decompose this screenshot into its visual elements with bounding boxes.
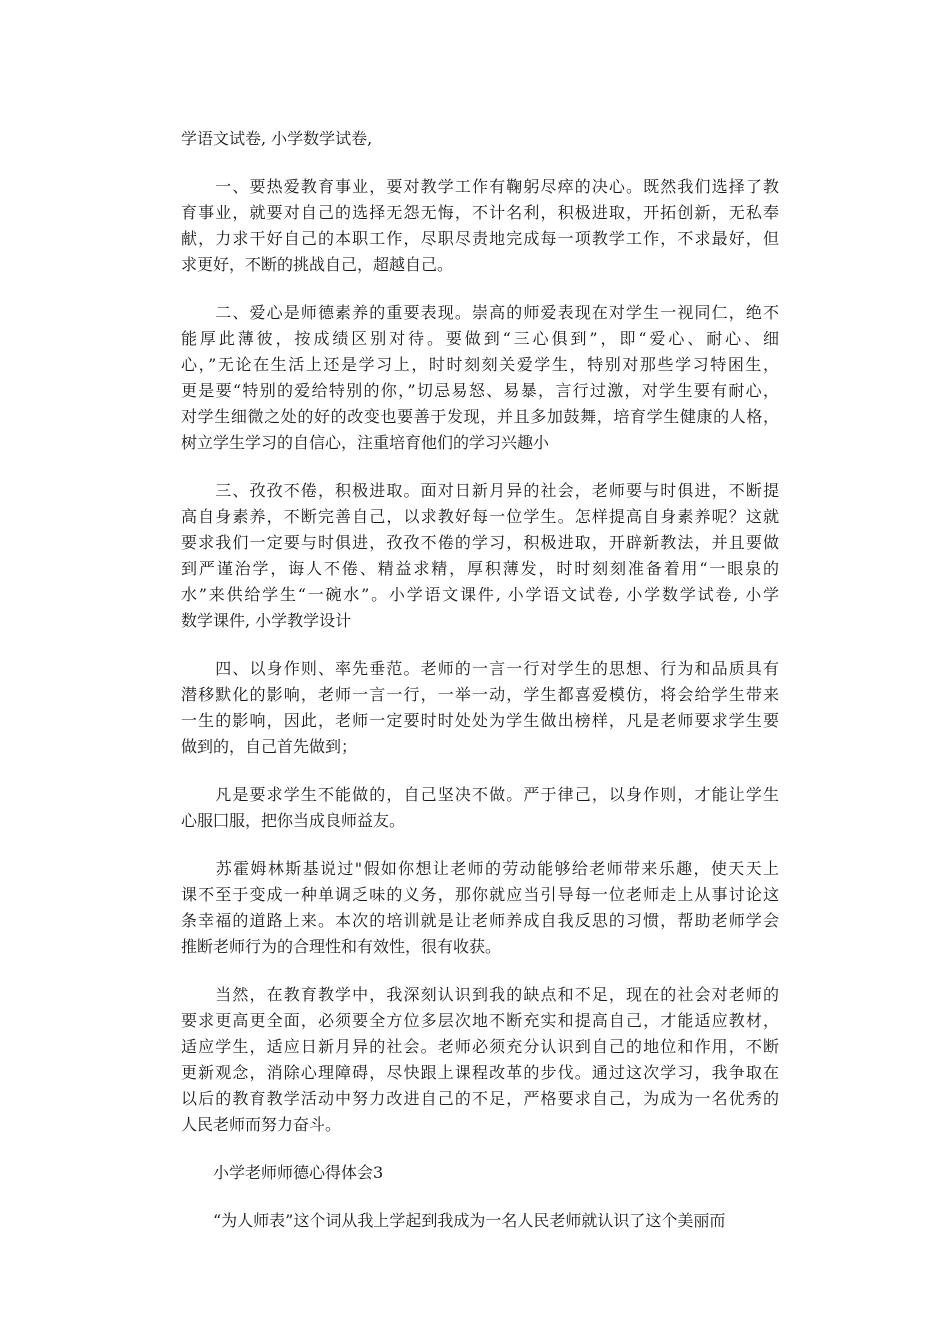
text-line: 以后的教育教学活动中努力改进自己的不足，严格要求自己，为成为一名优秀的: [181, 1089, 779, 1108]
text-line: 对学生细微之处的好的改变也要善于发现，并且多加鼓舞，培育学生健康的人格，: [181, 407, 779, 426]
paragraph: [181, 174, 779, 278]
text-line: 水”来供给学生“一碗水”。小学语文课件, 小学语文试卷, 小学数学试卷, 小学: [181, 585, 779, 604]
text-line: 苏霍姆林斯基说过"假如你想让老师的劳动能够给老师带来乐趣，使天天上: [181, 859, 779, 878]
text-line: 要求更高更全面，必须要全方位多层次地不断充实和提高自己，才能适应教材，: [181, 1011, 779, 1030]
text-line: 能厚此薄彼，按成绩区别对待。要做到“三心俱到”，即“爱心、耐心、细: [181, 329, 779, 348]
text-line: 小学老师师德心得体会3: [181, 1163, 384, 1182]
text-line: 潜移默化的影响，老师一言一行，一举一动，学生都喜爱模仿，将会给学生带来: [181, 685, 779, 704]
text-line: 心，”无论在生活上还是学习上，时时刻刻关爱学生，特别对那些学习特困生，: [181, 355, 779, 374]
paragraph: [181, 126, 779, 152]
text-line: 推断老师行为的合理性和有效性，很有收获。: [181, 937, 502, 956]
text-line: 更是要“特别的爱给特别的你，”切忌易怒、易暴，言行过激，对学生要有耐心，: [181, 381, 779, 400]
text-line: 当然，在教育教学中，我深刻认识到我的缺点和不足，现在的社会对老师的: [181, 985, 779, 1004]
text-line: 四、以身作则、率先垂范。老师的一言一行对学生的思想、行为和品质具有: [181, 659, 779, 678]
paragraph: [181, 856, 779, 960]
text-line: 求更好，不断的挑战自己，超越自己。: [181, 255, 454, 274]
text-line: 课不至于变成一种单调乏味的义务，那你就应当引导每一位老师走上从事讨论这: [181, 885, 779, 904]
text-line: 树立学生学习的自信心，注重培育他们的学习兴趣小: [181, 433, 550, 452]
text-line: 高自身素养，不断完善自己，以求教好每一位学生。怎样提高自身素养呢？这就: [181, 507, 779, 526]
text-line: 人民老师而努力奋斗。: [181, 1115, 342, 1134]
text-line: 凡是要求学生不能做的，自己坚决不做。严于律己，以身作则，才能让学生: [181, 785, 779, 804]
paragraph: [181, 478, 779, 634]
text-line: 一生的影响，因此，老师一定要时时处处为学生做出榜样，凡是老师要求学生要: [181, 711, 779, 730]
paragraph: [181, 782, 779, 834]
text-line: 二、爱心是师德素养的重要表现。崇高的师爱表现在对学生一视同仁，绝不: [181, 303, 779, 322]
text-line: “为人师表”这个词从我上学起到我成为一名人民老师就认识了这个美丽而: [181, 1211, 726, 1230]
paragraph: [181, 1208, 779, 1234]
paragraph: [181, 982, 779, 1138]
text-line: 要求我们一定要与时俱进，孜孜不倦的学习，积极进取，开辟新教法，并且要做: [181, 533, 779, 552]
paragraph: [181, 300, 779, 456]
text-line: 心服囗服，把你当成良师益友。: [181, 811, 406, 830]
text-line: 适应学生，适应日新月异的社会。老师必须充分认识到自己的地位和作用，不断: [181, 1037, 779, 1056]
paragraph: [181, 1160, 779, 1186]
text-line: 一、要热爱教育事业，要对教学工作有鞠躬尽瘁的决心。既然我们选择了教: [181, 177, 779, 196]
text-line: 学语文试卷, 小学数学试卷,: [181, 129, 373, 148]
text-line: 数学课件, 小学教学设计: [181, 611, 352, 630]
text-line: 更新观念，消除心理障碍，尽快跟上课程改革的步伐。通过这次学习，我争取在: [181, 1063, 779, 1082]
text-line: 条幸福的道路上来。本次的培训就是让老师养成自我反思的习惯，帮助老师学会: [181, 911, 779, 930]
text-line: 到严谨治学，诲人不倦、精益求精，厚积薄发，时时刻刻准备着用“一眼泉的: [181, 559, 779, 578]
paragraph: [181, 656, 779, 760]
text-line: 做到的，自己首先做到；: [181, 737, 358, 756]
text-line: 献，力求干好自己的本职工作，尽职尽责地完成每一项教学工作，不求最好，但: [181, 229, 779, 248]
text-line: 三、孜孜不倦，积极进取。面对日新月异的社会，老师要与时俱进，不断提: [181, 481, 779, 500]
text-line: 育事业，就要对自己的选择无怨无悔，不计名利，积极进取，开拓创新，无私奉: [181, 203, 779, 222]
document-body: [181, 126, 779, 1256]
